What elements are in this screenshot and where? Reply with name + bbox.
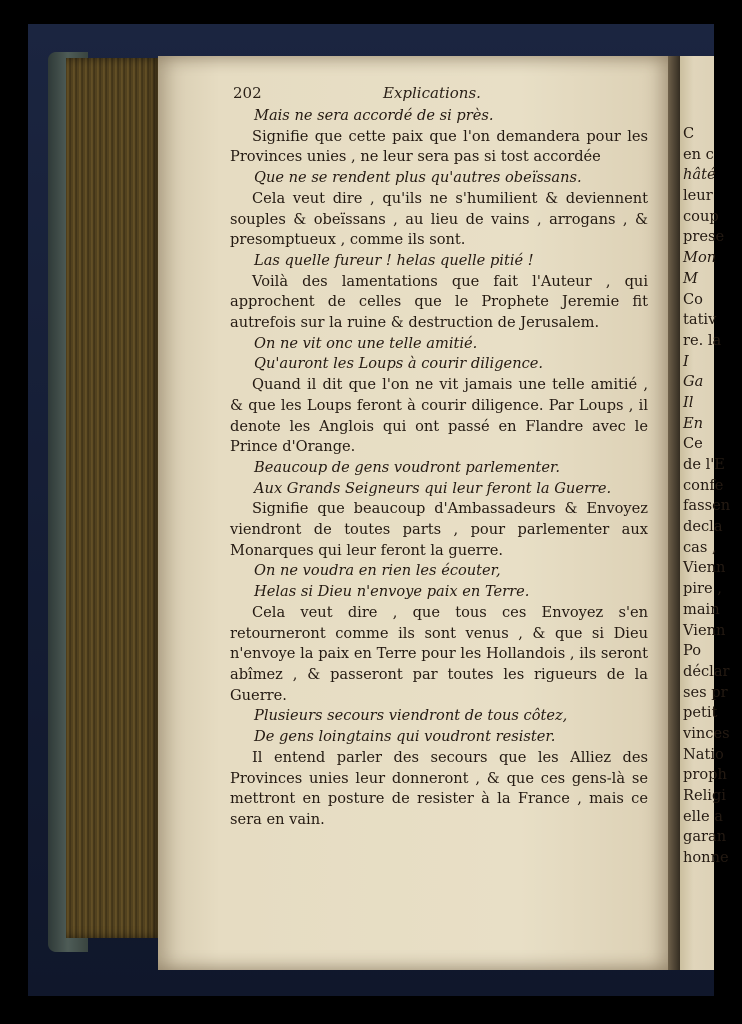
page-number: 202 xyxy=(233,84,262,102)
facing-page-fragment: Vienn xyxy=(683,621,726,639)
facing-page-fragment: coup xyxy=(683,207,719,225)
verse-line: Mais ne sera accordé de si près. xyxy=(254,107,494,124)
facing-page-text xyxy=(683,124,731,869)
verse-line: Qu'auront les Loups à courir diligence. xyxy=(254,355,544,373)
facing-page-fragment: vinces xyxy=(683,724,730,742)
facing-page-fragment: hâté xyxy=(683,166,716,184)
facing-page-fragment: En xyxy=(683,414,704,432)
facing-page-fragment: ses pr xyxy=(683,683,728,701)
facing-page-fragment: pire , xyxy=(683,580,722,598)
facing-page-fragment: Co xyxy=(683,290,703,308)
commentary-paragraph: Signifie que beaucoup d'Ambassadeurs & Envoyez viendront de toutes parts , pour parlementer aux Monarques qui leur feront la guerre. xyxy=(230,500,648,559)
facing-page-fragment: honne xyxy=(683,849,729,867)
facing-page-fragment: confe xyxy=(683,476,724,494)
verse-line: Las quelle fureur ! helas quelle pitié ! xyxy=(254,251,534,269)
facing-page-fragment: elle a xyxy=(683,807,723,825)
facing-page-fragment: garan xyxy=(683,828,727,846)
facing-page-fragment: leur xyxy=(683,187,713,205)
page-body-text xyxy=(230,106,648,831)
facing-page-fragment: I xyxy=(683,352,689,370)
facing-page-fragment: fassen xyxy=(683,497,731,515)
facing-page-fragment: main xyxy=(683,600,720,618)
commentary-paragraph: Il entend parler des secours que les Alliez des Provinces unies leur donneront , & que ces gens-là se mettront en posture de resister à la France , mais ce sera en vain. xyxy=(230,748,648,828)
verse-line: On ne voudra en rien les écouter, xyxy=(254,562,501,580)
facing-page-fragment: C xyxy=(683,125,695,142)
verse-line: De gens loingtains qui voudront resister. xyxy=(254,728,556,746)
verse-line: Que ne se rendent plus qu'autres obeïssans. xyxy=(254,169,582,187)
facing-page-fragment: Mon xyxy=(683,249,717,267)
facing-page-fragment: Natio xyxy=(683,745,724,763)
commentary-paragraph: Signifie que cette paix que l'on demandera pour les Provinces unies , ne leur sera pas si tost accordée xyxy=(230,127,648,166)
facing-page-fragment: proph xyxy=(683,766,727,784)
verse-line: Helas si Dieu n'envoye paix en Terre. xyxy=(254,583,530,601)
page-header xyxy=(233,84,653,106)
commentary-paragraph: Cela veut dire , que tous ces Envoyez s'en retourneront comme ils sont venus , & que si Dieu n'envoye la paix en Terre pour les Hollandois , ils seront abîmez , & passeront par toutes les rigueurs de la Guerre. xyxy=(230,603,648,704)
page-edges xyxy=(66,58,162,938)
facing-page-fragment: en c xyxy=(683,145,714,163)
running-title: Explications. xyxy=(383,84,481,102)
facing-page-fragment: Vienn xyxy=(683,559,726,577)
verse-line: Plusieurs secours viendront de tous côtez, xyxy=(254,707,568,725)
facing-page-fragment: cas , xyxy=(683,538,717,556)
facing-page-fragment: decla xyxy=(683,518,723,536)
commentary-paragraph: Quand il dit que l'on ne vit jamais une telle amitié , & que les Loups feront à courir diligence. Par Loups , il denote les Anglois qui ont passé en Flandre avec le Prince d'Orange. xyxy=(230,376,648,456)
facing-page-fragment: déclar xyxy=(683,662,730,680)
facing-page-fragment: Religi xyxy=(683,787,726,804)
commentary-paragraph: Cela veut dire , qu'ils ne s'humilient & deviennent souples & obeïssans , au lieu de vains , arrogans , & presomptueux , comme ils sont. xyxy=(230,189,648,249)
facing-page-fragment: petit xyxy=(683,704,718,722)
facing-page-fragment: Ga xyxy=(683,373,704,391)
facing-page-fragment: prese xyxy=(683,228,725,246)
facing-page-fragment: M xyxy=(683,269,698,287)
facing-page-fragment: de l'E xyxy=(683,456,725,473)
verse-line: Aux Grands Seigneurs qui leur feront la Guerre. xyxy=(254,479,612,497)
commentary-paragraph: Voilà des lamentations que fait l'Auteur , qui approchent de celles que le Prophete Jeremie fit autrefois sur la ruine & destruction de Jerusalem. xyxy=(230,272,648,332)
verse-line: On ne vit onc une telle amitié. xyxy=(254,334,478,352)
facing-page-fragment: Ce xyxy=(683,435,703,453)
facing-page-fragment: re. la xyxy=(683,331,722,349)
facing-page-fragment: Po xyxy=(683,642,702,660)
verse-line: Beaucoup de gens voudront parlementer. xyxy=(254,458,561,476)
facing-page-fragment: Il xyxy=(683,393,694,411)
facing-page-fragment: tativ xyxy=(683,311,717,329)
